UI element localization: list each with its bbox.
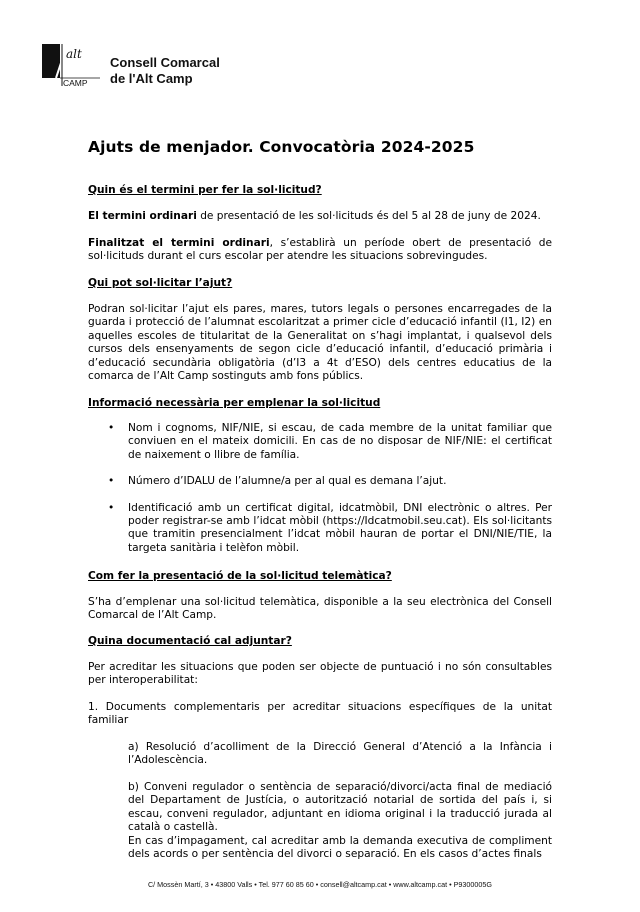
paragraph-who: Podran sol·licitar l’ajut els pares, mares, tutors legals o persones encarregades de la guarda i protecció de l’alumnat escolaritzat a primer cicle d’educació infantil (I1, I2) en aquelles escoles de titularitat de la Generalitat on s’hagi implantat, i qualsevol dels cursos dels ensenyaments de segon cicle d’educació infantil, d’educació primària i d’educació secundària obligatòria (d’I3 a 4t d’ESO) dels centres educatius de la comarca de l’Alt Camp sostinguts amb fons públics.: [88, 303, 552, 383]
org-line-1: Consell Comarcal: [110, 55, 220, 70]
paragraph-docs-1: 1. Documents complementaris per acreditar situacions específiques de la unitat familiar: [88, 701, 552, 727]
bold-text: Finalitzat el termini ordinari: [88, 237, 270, 249]
paragraph-docs-intro: Per acreditar les situacions que poden ser objecte de puntuació i no són consultables per interoperabilitat:: [88, 661, 552, 687]
paragraph-deadline: [88, 210, 552, 223]
paragraph-after-deadline: [88, 237, 552, 264]
text: de presentació de les sol·licituds és del 5 al 28 de juny de 2024.: [196, 210, 541, 222]
text: , s’establirà un període obert de presentació de sol·licituds durant el curs escolar per atendre les situacions sobrevingudes.: [88, 237, 552, 263]
info-list: [88, 422, 552, 555]
page-title: Ajuts de menjador. Convocatòria 2024-2025: [88, 138, 475, 156]
section-heading-deadline: Quin és el termini per fer la sol·licitud?: [88, 184, 322, 196]
section-heading-who: Qui pot sol·licitar l’ajut?: [88, 277, 233, 289]
consell-logo-icon: [42, 44, 100, 86]
organization-name: [110, 55, 220, 87]
logo-camp-text: CAMP: [63, 78, 88, 86]
docs-item-a: a) Resolució d’acolliment de la Direcció General d’Atenció a la Infància i l’Adolescència.: [128, 741, 552, 767]
list-item: • Identificació amb un certificat digital, idcatmòbil, DNI electrònic o altres. Per poder registrar-se amb l’idcat mòbil (https://Idcatmobil.seu.cat). Els sol·licitants que tramitin presencialment l’idcat mòbil hauran de portar el DNI/NIE/TIE, la targeta sanitària i telèfon mòbil.: [88, 502, 552, 556]
section-heading-info: Informació necessària per emplenar la sol·licitud: [88, 397, 381, 409]
section-heading-how: Com fer la presentació de la sol·licitud telemàtica?: [88, 570, 392, 582]
page-footer: C/ Mossèn Martí, 3 • 43800 Valls • Tel. 977 60 85 60 • consell@altcamp.cat • www.altcamp.cat • P9300005G: [147, 880, 493, 889]
bold-text: El termini ordinari: [88, 210, 197, 222]
docs-item-b-continued: En cas d’impagament, cal acreditar amb la demanda executiva de compliment dels acords o per sentència del divorci o separació. En els casos d’actes finals: [128, 835, 552, 861]
section-heading-docs: Quina documentació cal adjuntar?: [88, 635, 292, 647]
paragraph-how: S’ha d’emplenar una sol·licitud telemàtica, disponible a la seu electrònica del Consell Comarcal de l’Alt Camp.: [88, 596, 552, 622]
list-item: • Nom i cognoms, NIF/NIE, si escau, de cada membre de la unitat familiar que conviuen en el mateix domicili. En cas de no disposar de NIF/NIE: el certificat de naixement o llibre de família.: [88, 422, 552, 462]
info-list-container: [88, 422, 552, 555]
list-item: • Número d’IDALU de l’alumne/a per al qual es demana l’ajut.: [88, 475, 552, 488]
logo-alt-text: alt: [66, 47, 82, 61]
docs-item-b: b) Conveni regulador o sentència de separació/divorci/acta final de mediació del Departament de Justícia, o autorització notarial de sortida del país i, si escau, conveni regulador, adjuntant en idioma original i la traducció jurada al català o castellà.: [128, 781, 552, 834]
org-line-2: de l'Alt Camp: [110, 71, 193, 86]
